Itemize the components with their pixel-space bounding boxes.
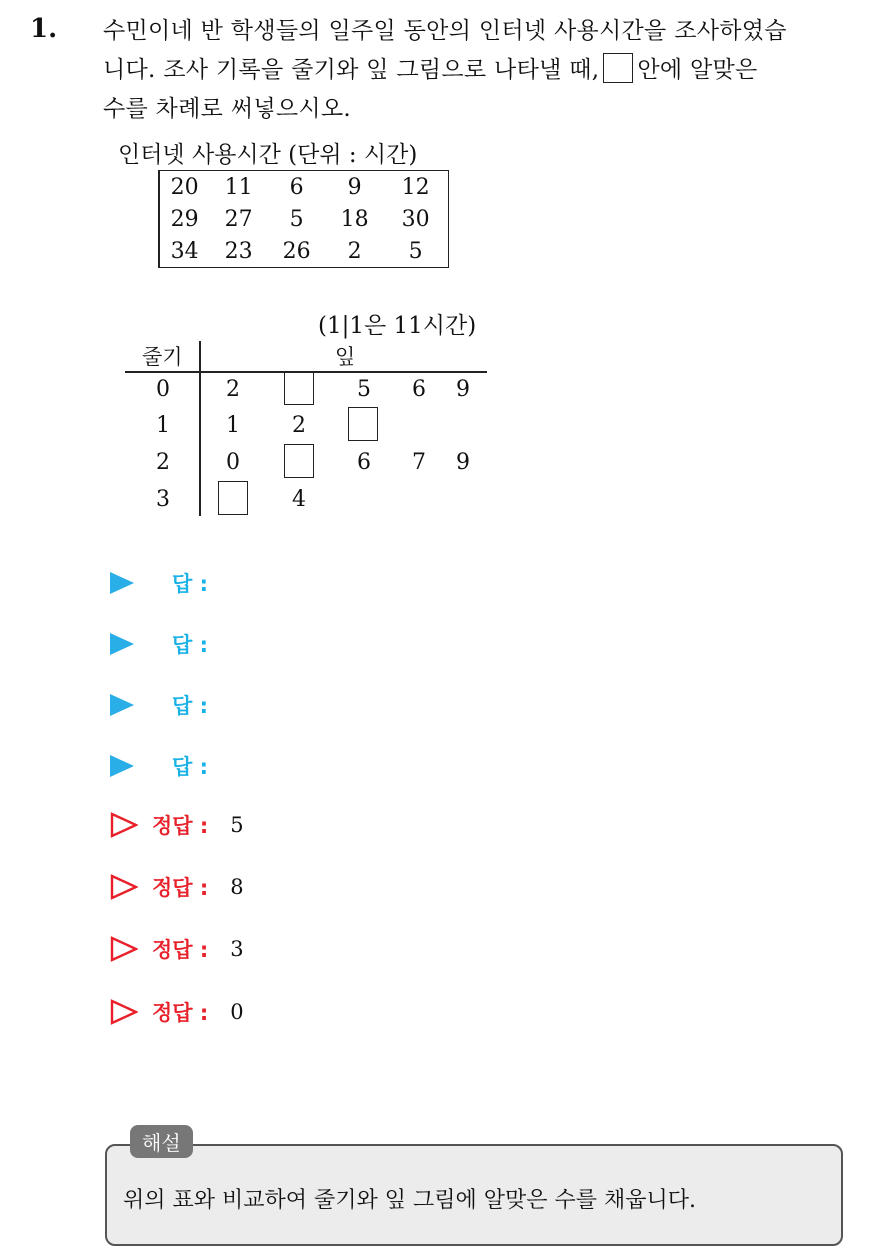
stem-leaf-divider	[199, 341, 201, 516]
answer-row[interactable]	[110, 568, 208, 598]
leaf-value: 9	[456, 377, 470, 402]
table-row	[158, 203, 449, 235]
answer-row[interactable]	[110, 690, 208, 720]
table-cell: 20	[170, 174, 199, 200]
leaf-value: 6	[357, 450, 371, 475]
correct-label: 정답 :	[152, 1001, 209, 1025]
table-cell: 23	[224, 238, 253, 264]
stem-header: 줄기	[142, 345, 183, 369]
table-cell: 5	[408, 238, 423, 264]
correct-label: 정답 :	[152, 876, 209, 900]
answer-row[interactable]	[110, 629, 208, 659]
table-right-border	[448, 171, 450, 268]
stem-value: 2	[156, 450, 170, 475]
table-cell: 30	[401, 206, 430, 232]
outline-triangle-icon	[110, 874, 138, 900]
play-triangle-icon	[110, 694, 134, 716]
table-cell: 11	[224, 174, 253, 200]
blank-box-icon	[603, 53, 633, 83]
correct-value: 8	[230, 875, 244, 899]
leaf-value: 7	[412, 450, 426, 475]
table-cell: 29	[170, 206, 199, 232]
explanation-text: 위의 표와 비교하여 줄기와 잎 그림에 알맞은 수를 채웁니다.	[123, 1188, 696, 1213]
correct-value: 3	[230, 937, 244, 961]
usage-table	[158, 170, 449, 268]
table-cell: 6	[289, 174, 304, 200]
table-cell: 12	[401, 174, 430, 200]
outline-triangle-icon	[110, 812, 138, 838]
answer-label: 답 :	[172, 633, 208, 657]
correct-answer-row	[110, 997, 244, 1027]
table-cell: 26	[282, 238, 311, 264]
leaf-blank-box	[348, 407, 378, 441]
leaf-header: 잎	[335, 345, 356, 369]
correct-answer-row	[110, 872, 244, 902]
question-text-line3: 수를 차례로 써넣으시오.	[103, 96, 352, 122]
correct-answer-row	[110, 934, 244, 964]
answer-row[interactable]	[110, 751, 208, 781]
stem-value: 1	[156, 413, 170, 438]
leaf-value: 0	[226, 450, 240, 475]
leaf-value: 5	[357, 377, 371, 402]
table-row	[158, 171, 449, 204]
question-text-line2-after: 안에 알맞은	[637, 57, 758, 83]
leaf-blank-box	[218, 481, 248, 515]
leaf-value: 2	[226, 377, 240, 402]
answer-label: 답 :	[172, 755, 208, 779]
table-row	[158, 235, 449, 268]
correct-value: 0	[230, 1000, 244, 1024]
question-text-line1: 수민이네 반 학생들의 일주일 동안의 인터넷 사용시간을 조사하였습	[103, 18, 787, 44]
stem-value: 3	[156, 487, 170, 512]
question-text-line2-before: 니다. 조사 기록을 줄기와 잎 그림으로 나타낼 때,	[103, 57, 600, 83]
outline-triangle-icon	[110, 999, 138, 1025]
table-cell: 18	[340, 206, 369, 232]
question-number: 1.	[30, 14, 58, 44]
play-triangle-icon	[110, 633, 134, 655]
leaf-value: 9	[456, 450, 470, 475]
leaf-value: 4	[292, 487, 306, 512]
correct-value: 5	[230, 813, 244, 837]
question-text-line2	[103, 51, 758, 84]
outline-triangle-icon	[110, 936, 138, 962]
stem-leaf-note: (1|1은 11시간)	[318, 313, 477, 339]
correct-label: 정답 :	[152, 938, 209, 962]
leaf-value: 1	[226, 413, 240, 438]
answer-label: 답 :	[172, 694, 208, 718]
leaf-value: 2	[292, 413, 306, 438]
play-triangle-icon	[110, 572, 134, 594]
table-caption: 인터넷 사용시간 (단위 : 시간)	[118, 142, 418, 168]
table-cell: 34	[170, 238, 199, 264]
table-cell: 9	[347, 174, 362, 200]
leaf-blank-box	[284, 371, 314, 405]
play-triangle-icon	[110, 755, 134, 777]
table-cell: 27	[224, 206, 253, 232]
explanation-tab: 해설	[130, 1125, 193, 1158]
leaf-value: 6	[412, 377, 426, 402]
leaf-blank-box	[284, 444, 314, 478]
correct-label: 정답 :	[152, 814, 209, 838]
stem-value: 0	[156, 377, 170, 402]
table-cell: 5	[289, 206, 304, 232]
table-cell: 2	[347, 238, 362, 264]
correct-answer-row	[110, 810, 244, 840]
answer-label: 답 :	[172, 572, 208, 596]
